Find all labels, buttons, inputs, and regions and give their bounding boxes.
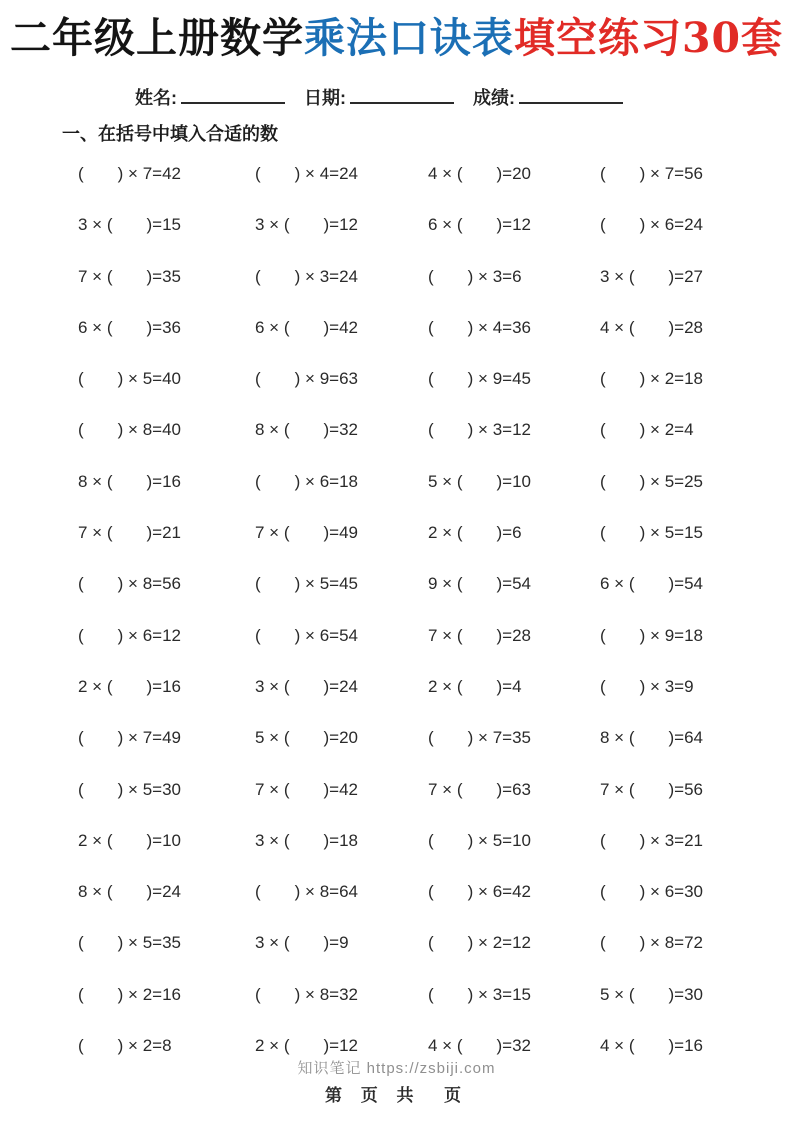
footer-page-info: 第 页 共 页	[325, 1086, 468, 1105]
equation: ( ) × 5=25	[600, 471, 703, 491]
equation: 4 × ( )=20	[428, 164, 531, 183]
equation: ( ) × 3=9	[600, 676, 694, 696]
equation: 8 × ( )=64	[600, 728, 703, 748]
equation: ( ) × 4=24	[255, 164, 358, 183]
equation: ( ) × 3=12	[428, 420, 531, 440]
equation: 3 × ( )=18	[255, 830, 358, 850]
equation: 5 × ( )=10	[428, 471, 531, 491]
name-label: 姓名:	[135, 88, 177, 108]
equation: ( ) × 8=56	[78, 574, 181, 594]
score-label: 成绩:	[473, 88, 516, 108]
equation: 6 × ( )=12	[428, 215, 531, 235]
equation: 5 × ( )=20	[255, 728, 358, 748]
equation: ( ) × 7=56	[600, 164, 703, 183]
equation: ( ) × 3=24	[255, 266, 358, 286]
equation: 2 × ( )=12	[255, 1036, 358, 1056]
title-part-red: 填空练习30套	[513, 14, 784, 62]
equation-grid	[78, 148, 793, 1071]
section-heading: 一、在括号中填入合适的数	[62, 124, 278, 144]
equation: ( ) × 3=21	[600, 830, 703, 850]
equation: 8 × ( )=32	[255, 420, 358, 440]
equation: 3 × ( )=12	[255, 215, 358, 235]
equation: 9 × ( )=54	[428, 574, 531, 594]
equation: ( ) × 2=8	[78, 1036, 172, 1056]
equation: ( ) × 6=24	[600, 215, 703, 235]
equation: ( ) × 8=32	[255, 984, 358, 1004]
equation: 2 × ( )=6	[428, 523, 522, 543]
equation: ( ) × 5=10	[428, 830, 531, 850]
page-title	[0, 0, 793, 64]
equation: 7 × ( )=21	[78, 523, 181, 543]
equation: 7 × ( )=56	[600, 779, 703, 799]
equation: ( ) × 5=45	[255, 574, 358, 594]
date-blank-line	[350, 90, 454, 104]
equation: ( ) × 6=18	[255, 471, 358, 491]
equation: 4 × ( )=32	[428, 1036, 531, 1056]
equation: ( ) × 8=64	[255, 882, 358, 902]
equation: ( ) × 5=40	[78, 369, 181, 389]
equation: ( ) × 5=30	[78, 779, 181, 799]
name-field	[135, 88, 290, 108]
equation: 7 × ( )=35	[78, 266, 181, 286]
equation: ( ) × 7=49	[78, 728, 181, 748]
student-info-line	[135, 84, 793, 110]
equation: 8 × ( )=16	[78, 471, 181, 491]
equation: 2 × ( )=16	[78, 676, 181, 696]
equation: 6 × ( )=54	[600, 574, 703, 594]
equation: 5 × ( )=30	[600, 984, 703, 1004]
equation: 2 × ( )=4	[428, 676, 522, 696]
equation: ( ) × 6=42	[428, 882, 531, 902]
equation: ( ) × 2=12	[428, 933, 531, 953]
equation: ( ) × 7=42	[78, 164, 181, 183]
page-footer	[0, 1057, 793, 1106]
equation: ( ) × 3=15	[428, 984, 531, 1004]
equation: 3 × ( )=27	[600, 266, 703, 286]
equation: 6 × ( )=42	[255, 317, 358, 337]
footer-site-text: 知识笔记 https://zsbiji.com	[297, 1060, 496, 1077]
equation: 7 × ( )=42	[255, 779, 358, 799]
equation: ( ) × 6=54	[255, 625, 358, 645]
equation: ( ) × 6=30	[600, 882, 703, 902]
equation: 7 × ( )=49	[255, 523, 358, 543]
equation: 6 × ( )=36	[78, 317, 181, 337]
equation: 7 × ( )=63	[428, 779, 531, 799]
equation: ( ) × 2=18	[600, 369, 703, 389]
equation: ( ) × 7=35	[428, 728, 531, 748]
equation: 3 × ( )=24	[255, 676, 358, 696]
equation: ( ) × 2=16	[78, 984, 181, 1004]
title-part-black: 二年级上册数学	[9, 14, 304, 62]
date-label: 日期:	[304, 88, 347, 108]
score-blank-line	[519, 90, 623, 104]
score-field	[473, 88, 623, 108]
equation: ( ) × 6=12	[78, 625, 181, 645]
name-blank-line	[181, 90, 285, 104]
date-field	[304, 88, 459, 108]
equation: ( ) × 4=36	[428, 317, 531, 337]
title-part-blue: 乘法口诀表	[303, 14, 514, 62]
equation: ( ) × 9=63	[255, 369, 358, 389]
equation: 8 × ( )=24	[78, 882, 181, 902]
equation: 4 × ( )=16	[600, 1036, 703, 1056]
equation: 3 × ( )=15	[78, 215, 181, 235]
equation: 2 × ( )=10	[78, 830, 181, 850]
equation: ( ) × 9=18	[600, 625, 703, 645]
equation: ( ) × 8=40	[78, 420, 181, 440]
equation: ( ) × 5=15	[600, 523, 703, 543]
equation: 7 × ( )=28	[428, 625, 531, 645]
equation: ( ) × 8=72	[600, 933, 703, 953]
equation: ( ) × 3=6	[428, 266, 522, 286]
equation: 3 × ( )=9	[255, 933, 349, 953]
equation: 4 × ( )=28	[600, 317, 703, 337]
equation: ( ) × 9=45	[428, 369, 531, 389]
equation: ( ) × 5=35	[78, 933, 181, 953]
equation: ( ) × 2=4	[600, 420, 694, 440]
